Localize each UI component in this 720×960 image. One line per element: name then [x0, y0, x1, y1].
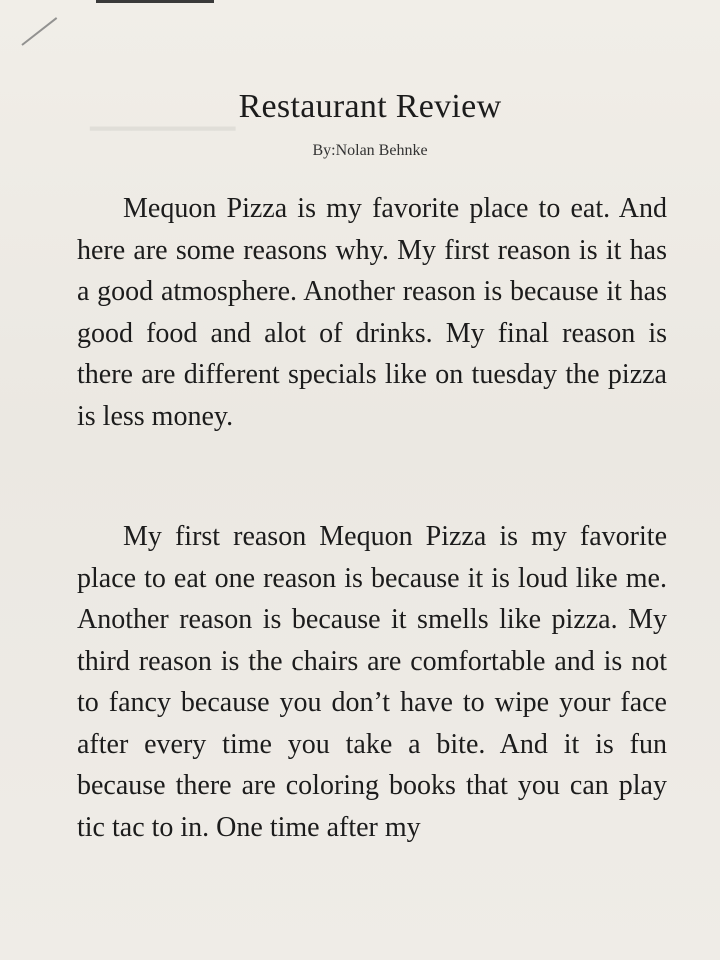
paragraph-1: Mequon Pizza is my favorite place to eat. And here are some reasons why. My first reason is it has a good atmosphere. Another reason is because it has good food and alot of drinks. My final reason is there are different specials like on tuesday the pizza is less money.: [77, 193, 667, 432]
pencil-mark: [21, 17, 57, 46]
page-title: Restaurant Review: [238, 88, 502, 125]
paragraph-2: My first reason Mequon Pizza is my favorite place to eat one reason is because it is loud like me. Another reason is because it smells like pizza. My third reason is the chairs are comfortable and is not to fancy because you don’t have to wipe your face after every time you take a bite. And it is fun because there are coloring books that you can play tic tac to in. One time after my: [77, 521, 667, 843]
top-edge-line: [96, 0, 214, 3]
bleed-through-1: ▁▁▁▁▁▁▁: [90, 100, 236, 131]
author-byline: By:Nolan Behnke: [312, 142, 428, 159]
